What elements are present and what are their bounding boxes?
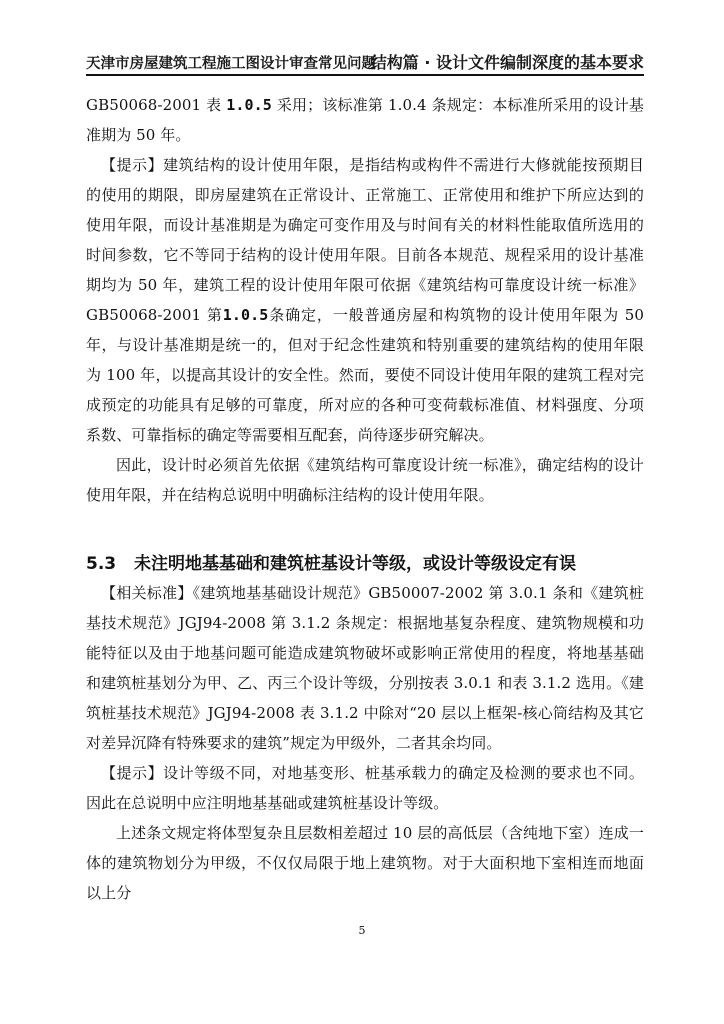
section-heading bbox=[86, 549, 644, 574]
clause-number: 1.0.5 bbox=[222, 306, 269, 324]
tip-tag: 【提示】 bbox=[101, 764, 164, 782]
paragraph-text: GB50068-2001 表 bbox=[86, 96, 227, 114]
tip-tag: 【提示】 bbox=[101, 156, 164, 174]
paragraph-text: 设计等级不同，对地基变形、桩基承载力的确定及检测的要求也不同。因此在总说明中应注明地基基础或建筑桩基设计等级。 bbox=[86, 764, 644, 812]
body-section-upper bbox=[86, 90, 644, 510]
paragraph-explanation: 上述条文规定将体型复杂且层数相差超过 10 层的高低层（含纯地下室）连成一体的建筑物划分为甲级，不仅仅局限于地上建筑物。对于大面积地下室相连而地面以上分 bbox=[86, 824, 644, 902]
running-header bbox=[86, 50, 644, 72]
paragraph-text: 建筑结构的设计使用年限，是指结构或构件不需进行大修就能按预期目的使用的期限，即房屋建筑在正常设计、正常施工、正常使用和维护下所应达到的使用年限，而设计基准期是为确定可变作用及与时间有关的材料性能取值所选用的时间参数，它不等同于结构的设计使用年限。目前各本规范、规程采用的设计基准期均为 50 年，建筑工程的设计使用年限可依据《建筑结构可靠度设计统一标准》GB50068-2001 第 bbox=[86, 156, 644, 324]
clause-number: 1.0.5 bbox=[226, 96, 272, 114]
paragraph-continuation bbox=[86, 90, 644, 150]
paragraph-tip bbox=[86, 758, 644, 818]
paragraph-text: 采用；该标准第 1.0.4 条规定：本标准所采用的设计基准期为 50 年。 bbox=[86, 96, 644, 144]
related-standard-tag: 【相关标准】 bbox=[101, 584, 193, 602]
header-chapter-title: 结构篇 · 设计文件编制深度的基本要求 bbox=[370, 53, 644, 72]
header-divider bbox=[86, 74, 644, 76]
paragraph-text: 条确定，一般普通房屋和构筑物的设计使用年限为 50 年，与设计基准期是统一的，但对于纪念性建筑和特别重要的建筑结构的使用年限为 100 年，以提高其设计的安全性。然而，要使不同设计使用年限的建筑工程对完成预定的功能具有足够的可靠度，所对应的各种可变荷载标准值、材料强度、分项系数、可靠指标的确定等需要相互配套，尚待逐步研究解决。 bbox=[86, 306, 645, 444]
section-number: 5.3 bbox=[86, 554, 117, 574]
paragraph-conclusion: 因此，设计时必须首先依据《建筑结构可靠度设计统一标准》，确定结构的设计使用年限，并在结构总说明中明确标注结构的设计使用年限。 bbox=[86, 456, 644, 504]
page-number: 5 bbox=[358, 924, 366, 937]
paragraph-text: 《建筑地基基础设计规范》GB50007-2002 第 3.0.1 条和《建筑桩基技术规范》JGJ94-2008 第 3.1.2 条规定：根据地基复杂程度、建筑物规模和功能特征以及由于地基问题可能造成建筑物破坏或影响正常使用的程度，将地基基础和建筑桩基划分为甲、乙、丙三个设计等级，分别按表 3.0.1 和表 3.1.2 选用。《建筑桩基技术规范》JGJ94-2008 表 3.1.2 中除对“20 层以上框架-核心筒结构及其它对差异沉降有特殊要求的建筑”规定为甲级外，二者其余均同。 bbox=[86, 584, 644, 752]
section-title-text: 未注明地基基础和建筑桩基设计等级，或设计等级设定有误 bbox=[134, 554, 576, 574]
paragraph-related-standard bbox=[86, 578, 644, 758]
header-book-title: 天津市房屋建筑工程施工图设计审查常见问题 bbox=[86, 56, 376, 72]
body-section-lower bbox=[86, 578, 644, 908]
paragraph-tip bbox=[86, 150, 644, 450]
